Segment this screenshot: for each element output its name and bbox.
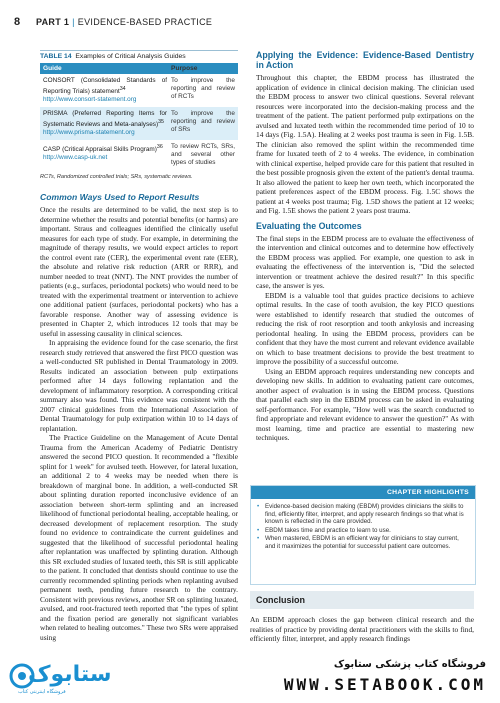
list-item xyxy=(257,527,469,535)
list-item xyxy=(257,503,469,526)
guide-purpose: To improve the reporting and review of SRs xyxy=(171,110,235,134)
body-paragraph: In appraising the evidence found for the case scenario, the first research study retrieved that answered the first PICO question was a well-conducted SR published in Dental Traumatology in 2009. Results indicated an association between pulp extirpations performed after 14 days following replantation and the development of inflammatory resorption. A corresponding critical summary also was found. This evidence was consistent with the 2007 clinical guidelines from the International Association of Dental Traumatology for pulp extirpation within 10 to 14 days of replantation. xyxy=(40,338,238,433)
highlight-text: EBDM takes time and practice to learn to use. xyxy=(265,526,391,534)
body-paragraph: The final steps in the EBDM process are to evaluate the effectiveness of the intervention and clinical outcomes and to determine how effectively the EBDM process was applied. For example, one question to ask in evaluating the effectiveness of the intervention is, "Did the selected intervention or treatment achieve the desired result?" In this specific case, the answer is yes. xyxy=(256,233,474,290)
citation: 36 xyxy=(156,144,163,151)
conclusion-heading: Conclusion xyxy=(250,591,474,609)
table-row xyxy=(40,107,238,140)
part-label: PART 1 xyxy=(36,17,70,27)
table-header-purpose: Purpose xyxy=(171,65,198,72)
section-heading-evaluating-outcomes: Evaluating the Outcomes xyxy=(256,220,362,231)
guide-name: PRISMA (Preferred Reporting Items for Systematic Reviews and Meta-analyses) xyxy=(43,110,168,129)
conclusion-paragraph: An EBDM approach closes the gap between clinical research and the realities of practice by providing dental practitioners with the skills to find, efficiently filter, interpret, and apply research findings xyxy=(250,615,474,643)
citation: 34 xyxy=(119,86,126,92)
body-paragraph: EBDM is a valuable tool that guides practice decisions to achieve optimal results. In the case of tooth avulsion, the key PICO questions were established to identify research that studied the outcomes of reducing the risk of root resorption and tooth ankylosis and increasing periodontal healing. In using the EBDM process, providers can be confident that they have the most current and relevant evidence available on which to base treatment decisions to provide the best treatment to improve the possibility of a successful outcome. xyxy=(256,290,474,366)
body-paragraph: Using an EBDM approach requires understanding new concepts and developing new skills. In addition to evaluating patient care outcomes, another aspect of evaluation is in using the EBDM process. Questions that parallel each step in the EBDM process can be asked in evaluating self-performance. For example, "How well was the search conducted to find appropriate and relevant evidence to answer the question?" As with most learning, time and practice are essential to mastering new techniques. xyxy=(256,366,474,442)
chapter-highlights-box xyxy=(250,485,476,585)
page-number: 8 xyxy=(14,16,21,28)
watermark-footer xyxy=(0,656,500,700)
page-header xyxy=(0,0,500,46)
bullet-icon: • xyxy=(257,526,260,534)
guide-purpose: To review RCTs, SRs, and several other types of studies xyxy=(171,143,235,167)
guide-name: CASP (Critical Appraisal Skills Program) xyxy=(43,146,157,154)
running-head: PART 1 | EVIDENCE-BASED PRACTICE xyxy=(36,17,213,27)
logo-text: ستابوک xyxy=(28,662,112,687)
guide-url[interactable]: http://www.casp-uk.net xyxy=(43,154,108,162)
shop-name: فروشگاه کتاب پزشکی ستابوک xyxy=(333,659,486,670)
bullet-icon: • xyxy=(257,503,260,510)
right-column xyxy=(256,50,474,443)
highlight-text: When mastered, EBDM is an efficient way for clinicians to stay current, and it maximizes the potential for successful patient care outcomes. xyxy=(265,535,459,550)
highlights-list xyxy=(257,503,469,551)
table-caption xyxy=(40,51,238,63)
critical-analysis-table xyxy=(40,50,238,180)
table-label: TABLE 14 xyxy=(40,53,72,60)
table-header-guide: Guide xyxy=(43,65,62,72)
setabook-logo xyxy=(8,658,112,698)
table-header-row xyxy=(40,63,238,74)
chapter-highlights-title: CHAPTER HIGHLIGHTS xyxy=(251,486,475,499)
left-column xyxy=(40,50,238,642)
conclusion-section xyxy=(250,591,474,644)
website-link[interactable]: WWW.SETABOOK.COM xyxy=(283,675,486,694)
guide-url[interactable]: http://www.consort-statement.org xyxy=(43,96,137,104)
section-heading-applying-evidence: Applying the Evidence: Evidence-Based Dentistry in Action xyxy=(256,50,474,70)
table-row xyxy=(40,74,238,107)
guide-url[interactable]: http://www.prisma-statement.org xyxy=(43,129,135,137)
table-footnote: RCTs, Randomized controlled trials; SRs, systematic reviews. xyxy=(40,174,193,181)
table-row xyxy=(40,140,238,170)
table-title: Examples of Critical Analysis Guides xyxy=(75,53,186,60)
bullet-icon: • xyxy=(257,535,260,543)
list-item xyxy=(257,535,469,550)
body-paragraph: Once the results are determined to be valid, the next step is to determine whether the results and potential benefits (or harms) are important. Straus and colleagues identified the clinically useful measures for each type of study. For example, in determining the magnitude of therapy results, we would expect articles to report the control event rate (CER), the experimental event rate (EER), the absolute and relative risk reduction (ARR or RRR), and number needed to treat (NNT). The NNT provides the number of patients (e.g., surfaces, periodontal pockets) who would need to be treated with the experimental treatment or intervention to achieve one additional patient (surfaces, periodontal pockets) who has a favorable response. Another way of assessing evidence is presented in Chapter 2, which introduces 12 tools that may be useful in assessing causality in clinical sciences. xyxy=(40,205,238,338)
guide-name: CONSORT (Consolidated Standards of Reporting Trials) statement xyxy=(43,77,168,96)
citation: 35 xyxy=(158,119,165,126)
logo-subtitle: فروشگاه اینترنتی کتاب xyxy=(18,689,66,695)
body-paragraph: The Practice Guideline on the Management of Acute Dental Trauma from the American Academy of Pediatric Dentistry answered the second PICO question. It recommended a "flexible splint for 1 week" for avulsed teeth. However, for lateral luxation, an additional 2 to 4 weeks may be needed when there is breakdown of marginal bone. In addition, a well-conducted SR about splinting duration reported inconclusive evidence of an association between short-term splinting and an increased likelihood of functional periodontal healing, acceptable healing, or decreased development of replacement resorption. The study found no evidence to contraindicate the current guidelines and suggested that the likelihood of successful periodontal healing after replantation was unaffected by splinting duration. Although this SR excluded studies of luxated teeth, this SR is still applicable to the patient. It concluded that dentists should continue to use the currently recommended splinting periods when replanting avulsed permanent teeth, pending future research to the contrary. Consistent with previous reviews, another SR on splinting luxated, avulsed, and root-fractured teeth reported that "the types of splint and the fixation period are generally not significant variables when related to healing outcomes." These two SRs were appraised using xyxy=(40,433,238,642)
highlight-text: Evidence-based decision making (EBDM) provides clinicians the skills to find, efficiently filter, interpret, and apply research findings so that what is known is reflected in the care provided. xyxy=(265,503,464,526)
section-label: EVIDENCE-BASED PRACTICE xyxy=(77,17,213,27)
guide-purpose: To improve the reporting and review of RCTs xyxy=(171,77,235,100)
body-paragraph: Throughout this chapter, the EBDM process has illustrated the application of evidence in clinical decision making. The clinician used the EBDM process to answer two clinical questions. Several relevant resources were incorporated into the decision-making process and the treatment of the patient. The patient performed pulp extirpations on the avulsed and luxated teeth within the recommended time period of 10 to 14 days (Fig. 1.5A). Healing at 2 weeks post trauma is seen in Fig. 1.5B. The clinician also removed the splint within the recommended time frame for luxated teeth of 2 to 4 weeks. The evidence, in combination with clinical expertise, helped provide care for this patient that resulted in the best possible prognosis given the extent of the patient's dental trauma. It also allowed the patient to keep her own teeth, which incorporated the patient preferences aspect of the EBDM process. Fig. 1.5C shows the patient at 4 weeks post trauma; Fig. 1.5D shows the patient at 12 weeks; and Fig. 1.5E shows the patient 2 years post trauma. xyxy=(256,73,474,215)
section-heading-reporting-results: Common Ways Used to Report Results xyxy=(40,192,200,203)
